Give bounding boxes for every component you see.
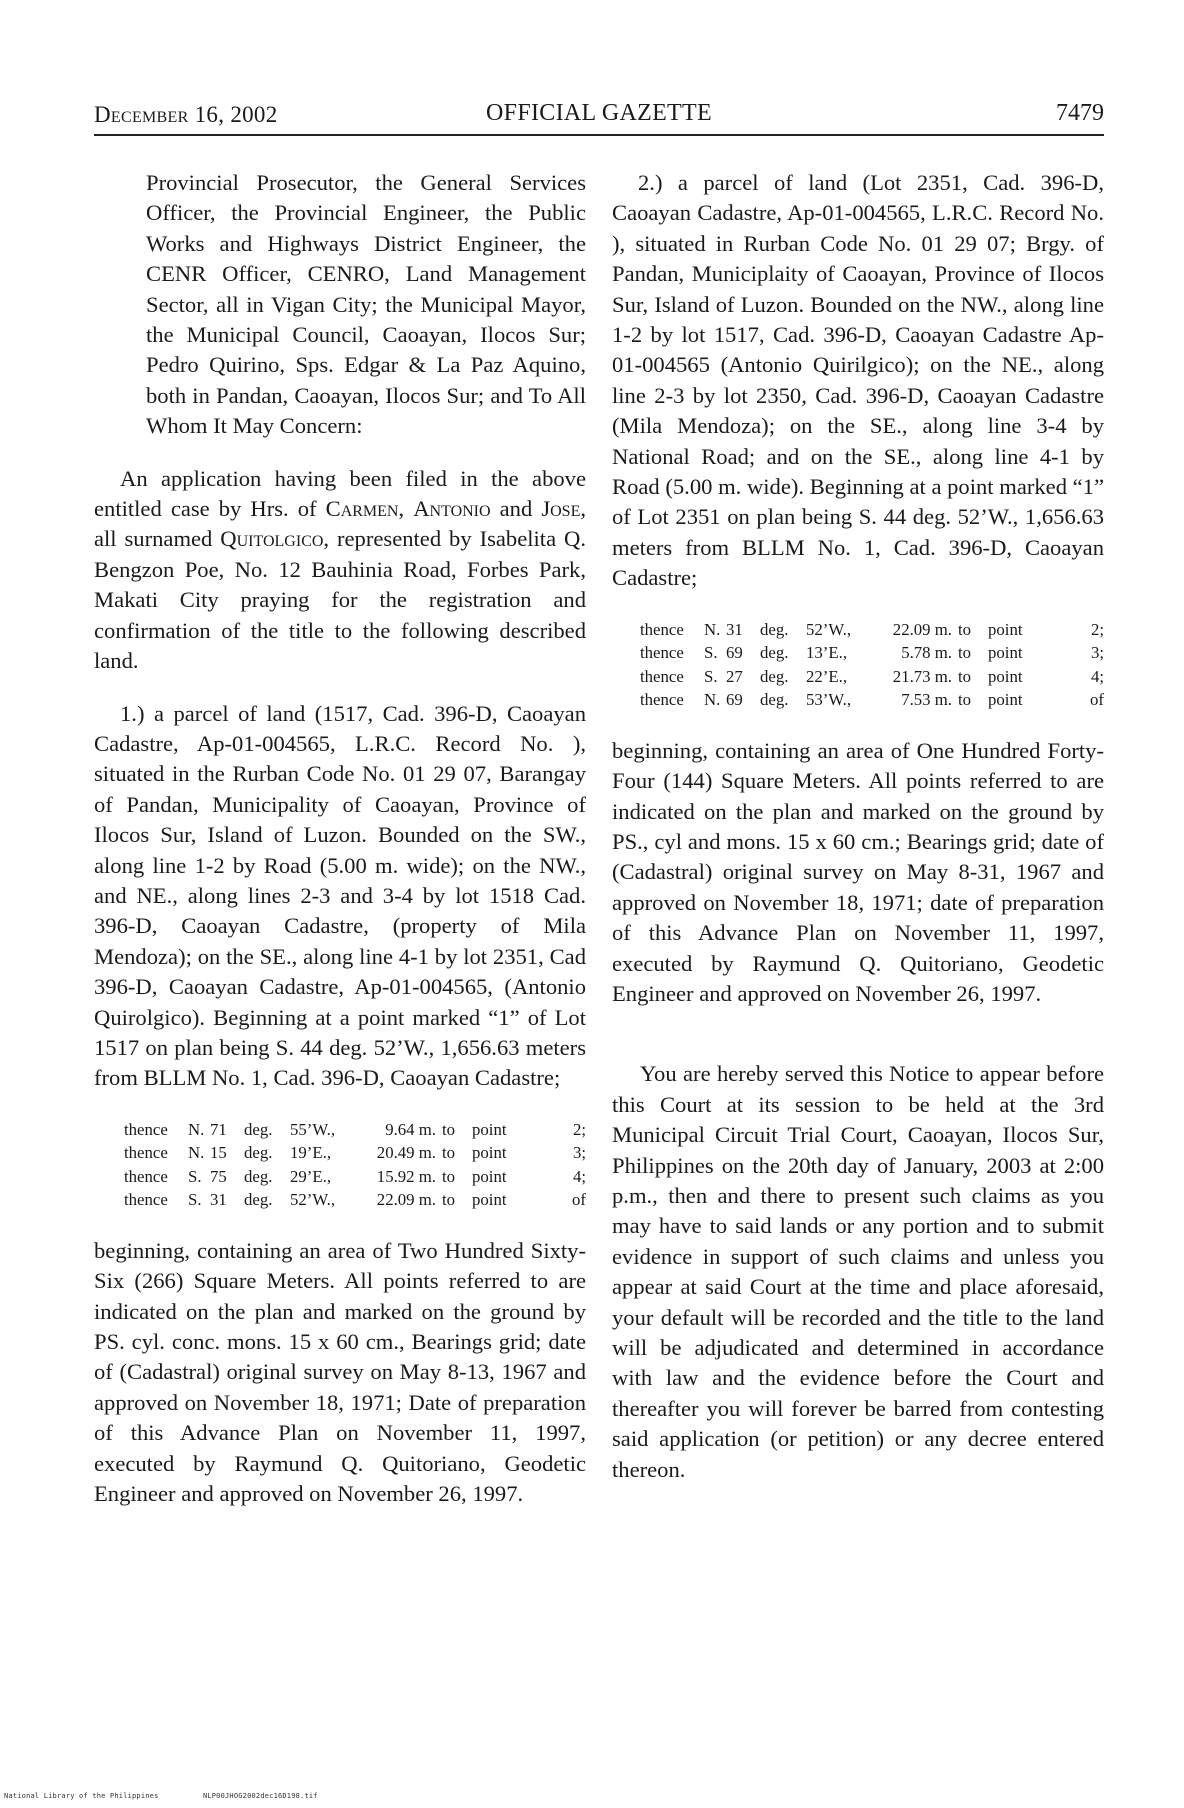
notice-paragraph: You are hereby served this Notice to appear before this Court at its session to be held at the 3rd Municipal Circuit Trial Court, Caoayan, Ilocos Sur, Philippines on the 20th day of January, 2003 at 2:00 p.m., then and there to present such claims as you may have to said lands or any portion and to submit evidence in support of such claims and unless you appear at said Court at the time and place aforesaid, your default will be recorded and the title to the land will be adjudicated and determined in accordance with law and the evidence before the Court and thereafter you will forever be barred from contesting said application (or petition) or any decree entered thereon. <box>612 1061 1104 1482</box>
bearing-cell: 3; <box>1090 643 1104 663</box>
application-separator-1: , <box>398 496 414 522</box>
bearing-cell: to <box>958 690 972 710</box>
bearing-cell: to <box>958 666 972 686</box>
bearing-cell: S. <box>704 666 718 686</box>
bearing-cell: N. <box>704 690 721 710</box>
bearing-cell: 15 <box>210 1143 227 1163</box>
bearing-cell: thence <box>124 1190 168 1210</box>
bearing-cell: of <box>572 1190 586 1210</box>
bearing-cell: S. <box>704 643 718 663</box>
bearing-cell: 22.09 m. <box>376 1190 436 1210</box>
bearing-cell: to <box>442 1190 456 1210</box>
bearing-cell: thence <box>124 1143 168 1163</box>
page-number: 7479 <box>1056 100 1104 126</box>
bearing-row <box>124 1165 586 1189</box>
addressees-paragraph: Provincial Prosecutor, the General Services Officer, the Provincial Engineer, the Public Works and Highways District Engineer, the CENR Officer, CENRO, Land Management Sector, all in Vigan City; the Municipal Mayor, the Municipal Council, Caoayan, Ilocos Sur; Pedro Quirino, Sps. Edgar & La Paz Aquino, both in Pandan, Caoayan, Ilocos Sur; and To All Whom It May Concern: <box>146 170 586 439</box>
bearing-cell: 13’E., <box>806 643 848 663</box>
bearing-cell: 19’E., <box>290 1143 332 1163</box>
bearing-cell: 53’W., <box>806 690 852 710</box>
bearing-cell: point <box>988 666 1023 686</box>
bearing-cell: N. <box>704 619 721 639</box>
bearing-cell: thence <box>640 643 684 663</box>
bearing-row <box>124 1188 586 1212</box>
parcel-2-area: beginning, containing an area of One Hundred Forty-Four (144) Square Meters. All points referred to are indicated on the plan and marked on the ground by PS., cyl and mons. 15 x 60 cm.; Bearings grid; date of (Cadastral) original survey on May 8-31, 1967 and approved on November 18, 1971; date of preparation of this Advance Plan on November 11, 1997, executed by Raymund Q. Quitoriano, Geodetic Engineer and approved on November 26, 1997. <box>612 737 1104 1006</box>
heir-name-2: Antonio <box>413 496 491 522</box>
application-separator-2: and <box>490 496 542 522</box>
bearing-cell: N. <box>188 1143 205 1163</box>
bearing-cell: point <box>988 690 1023 710</box>
bearing-cell: 52’W., <box>290 1190 336 1210</box>
bearing-cell: point <box>472 1190 507 1210</box>
bearing-cell: point <box>472 1166 507 1186</box>
library-credit: National Library of the Philippines <box>4 1792 159 1800</box>
bearing-cell: thence <box>640 690 684 710</box>
bearing-cell: deg. <box>244 1143 273 1163</box>
bearing-row <box>124 1118 586 1142</box>
bearing-row <box>640 618 1104 642</box>
bearing-cell: deg. <box>244 1166 273 1186</box>
parcel-1-description: 1.) a parcel of land (1517, Cad. 396-D, Caoayan Cadastre, Ap-01-004565, L.R.C. Record No. ), situated in the Rurban Code No. 01 29 07, Barangay of Pandan, Municipality of Caoayan, Province of Ilocos Sur, Island of Luzon. Bounded on the SW., along line 1-2 by Road (5.00 m. wide); on the NW., and NE., along lines 2-3 and 3-4 by lot 1518 Cad. 396-D, Caoayan Cadastre, (property of Mila Mendoza); on the SE., along line 4-1 by lot 2351, Cad 396-D, Caoayan Cadastre, Ap-01-004565, (Antonio Quirolgico). Beginning at a point marked “1” of Lot 1517 on plan being S. 44 deg. 52’W., 1,656.63 meters from BLLM No. 1, Cad. 396-D, Caoayan Cadastre; <box>94 700 586 1091</box>
application-text-2: , all surnamed <box>94 496 587 552</box>
bearing-cell: S. <box>188 1190 202 1210</box>
bearing-cell: 71 <box>210 1119 227 1139</box>
application-text-1: An application having been filed in the above entitled case by Hrs. of <box>94 465 586 522</box>
bearing-cell: to <box>442 1119 456 1139</box>
left-column <box>94 168 586 1509</box>
issue-date: December 16, 2002 <box>94 102 278 127</box>
bearing-cell: deg. <box>244 1119 273 1139</box>
bearing-cell: point <box>988 619 1023 639</box>
bearing-cell: N. <box>188 1119 205 1139</box>
parcel-1-area: beginning, containing an area of Two Hundred Sixty-Six (266) Square Meters. All points referred to are indicated on the plan and marked on the ground by PS. cyl. conc. mons. 15 x 60 cm., Bearings grid; date of (Cadastral) original survey on May 8-13, 1967 and approved on November 18, 1971; Date of preparation of this Advance Plan on November 11, 1997, executed by Raymund Q. Quitoriano, Geodetic Engineer and approved on November 26, 1997. <box>94 1237 586 1507</box>
bearing-cell: S. <box>188 1166 202 1186</box>
bearing-cell: 31 <box>726 619 743 639</box>
right-column <box>612 168 1104 1485</box>
bearings-table-2 <box>640 618 1104 712</box>
bearing-cell: deg. <box>760 643 789 663</box>
bearing-cell: 55’W., <box>290 1119 336 1139</box>
bearing-cell: point <box>988 643 1023 663</box>
parcel-2-description: 2.) a parcel of land (Lot 2351, Cad. 396-D, Caoayan Cadastre, Ap-01-004565, L.R.C. Record No. ), situated in Rurban Code No. 01 29 07; Brgy. of Pandan, Municiplaity of Caoayan, Province of Ilocos Sur, Island of Luzon. Bounded on the NW., along line 1-2 by lot 1517, Cad. 396-D, Caoayan Cadastre Ap-01-004565 (Antonio Quirilgico); on the NE., along line 2-3 by lot 2350, Cad. 396-D, Caoayan Cadastre (Mila Mendoza); on the SE., along line 3-4 by National Road; and on the SE., along line 4-1 by Road (5.00 m. wide). Beginning at a point marked “1” of Lot 2351 on plan being S. 44 deg. 52’W., 1,656.63 meters from BLLM No. 1, Cad. 396-D, Caoayan Cadastre; <box>612 170 1104 591</box>
heir-name-1: Carmen <box>325 496 399 522</box>
bearing-cell: 69 <box>726 643 743 663</box>
bearing-cell: 27 <box>726 666 743 686</box>
page-header <box>94 98 1104 136</box>
bearing-cell: 5.78 m. <box>901 643 952 663</box>
bearing-cell: 75 <box>210 1166 227 1186</box>
bearing-cell: to <box>442 1143 456 1163</box>
bearing-cell: thence <box>124 1119 168 1139</box>
bearings-table-1 <box>124 1118 586 1212</box>
bearing-cell: point <box>472 1119 507 1139</box>
bearing-cell: to <box>442 1166 456 1186</box>
bearing-cell: 31 <box>210 1190 227 1210</box>
bearing-cell: 52’W., <box>806 619 852 639</box>
bearing-cell: 9.64 m. <box>385 1119 436 1139</box>
bearing-row <box>640 641 1104 665</box>
application-paragraph <box>94 464 586 677</box>
bearing-row <box>640 665 1104 689</box>
bearing-cell: 7.53 m. <box>901 690 952 710</box>
bearing-row <box>124 1141 586 1165</box>
bearing-cell: 3; <box>572 1143 586 1163</box>
bearing-cell: 22’E., <box>806 666 848 686</box>
bearing-cell: 2; <box>572 1119 586 1139</box>
scan-footer <box>4 1792 358 1800</box>
bearing-cell: 21.73 m. <box>892 666 952 686</box>
bearing-cell: deg. <box>244 1190 273 1210</box>
bearing-cell: deg. <box>760 619 789 639</box>
heir-surname: Quitolgico <box>220 526 324 552</box>
bearing-cell: thence <box>640 666 684 686</box>
bearing-cell: 29’E., <box>290 1166 332 1186</box>
bearing-cell: to <box>958 643 972 663</box>
bearing-cell: thence <box>640 619 684 639</box>
bearing-cell: 15.92 m. <box>376 1166 436 1186</box>
bearing-cell: 20.49 m. <box>376 1143 436 1163</box>
bearing-cell: 4; <box>572 1166 586 1186</box>
bearing-cell: 2; <box>1090 619 1104 639</box>
bearing-cell: deg. <box>760 690 789 710</box>
bearing-cell: 22.09 m. <box>892 619 952 639</box>
scan-filename: NLP00JHOG2002dec16D198.tif <box>202 1792 318 1800</box>
bearing-cell: point <box>472 1143 507 1163</box>
heir-name-3: Jose <box>541 496 581 522</box>
bearing-cell: thence <box>124 1166 168 1186</box>
bearing-cell: 4; <box>1090 666 1104 686</box>
publication-title: OFFICIAL GAZETTE <box>486 100 712 126</box>
bearing-row <box>640 688 1104 712</box>
bearing-cell: of <box>1090 690 1104 710</box>
bearing-cell: deg. <box>760 666 789 686</box>
application-text-3: , represented by Isabelita Q. Bengzon Poe, No. 12 Bauhinia Road, Forbes Park, Makati City praying for the registration and confirmation of the title to the following described land. <box>94 526 587 674</box>
bearing-cell: 69 <box>726 690 743 710</box>
bearing-cell: to <box>958 619 972 639</box>
